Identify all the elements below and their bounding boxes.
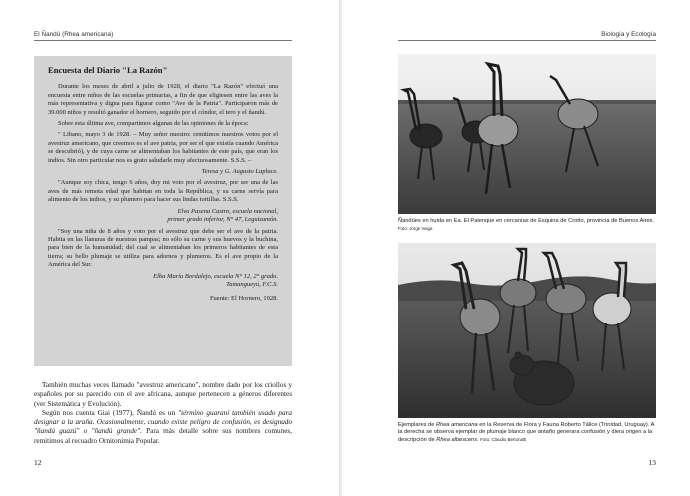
caption-1-credit: Foto: Jorge Veiga — [398, 226, 433, 232]
caption-2-species: Rhea americana — [435, 422, 478, 428]
box-title: Encuesta del Diario "La Razón" — [48, 65, 168, 75]
body-paragraph-1: También muchas veces llamado "avestruz americano", nombre dado por los criollos y españoles por su parecido con el ave africana, aunque pertenecen a géneros diferentes (ver Sistemática y Evolución). — [34, 381, 292, 408]
box-signature-1: Teresa y G. Augusto Laplace. — [201, 168, 278, 176]
body-paragraph-2-start: Según nos cuenta Giai (1977), Ñandú es un — [42, 408, 179, 417]
box-letter-1: " Libano, mayo 3 de 1928. – Muy señor nuestro: remitimos nuestros votos por el avestruz americano, que creemos es el ave patria, por ser el que existía cuando América se descubrió), y de cuya carne se alimentaban los habitantes de este país, que eran los indios. Sin otro particular nos es grato saludarle muy afectuosamente. S.S.S. – — [48, 131, 278, 164]
caption-photo-1 — [398, 218, 656, 233]
box-lead: Sobre esta última ave, compartimos algunas de las opiniones de la época: — [58, 120, 249, 128]
body-text — [34, 381, 292, 446]
caption-2-c: . — [477, 437, 479, 444]
box-source: Fuente: El Hornero, 1928. — [209, 295, 278, 303]
caption-2-a: Ejemplares de — [398, 422, 436, 428]
photo-rheas-running — [398, 54, 656, 214]
caption-photo-2 — [398, 422, 656, 445]
box-signature-3a: Elba María Bordalejo, escuela N° 12, 2° grado. — [153, 272, 278, 280]
caption-2-credit: Foto: Claudio Bertonatti — [480, 437, 527, 443]
page-number-right: 13 — [648, 458, 656, 467]
left-page — [0, 0, 340, 496]
caption-2-b: en la Reserva de Flora y Fauna Roberto Tálice (Trinidad, Uruguay). A la derecha se observa ejemplar de plumaje blanco que antaño generara confusión y diera origen a la descripción de — [398, 422, 655, 444]
running-head-left: El Ñandú (Rhea americana) — [34, 31, 114, 38]
caption-1-text: Ñandúes en huida en Ea. El Palenque en cercanías de Esquina de Crotto, provincia de Buenos Aires. — [398, 218, 655, 224]
sidebar-box-survey — [34, 56, 292, 366]
header-rule-left — [34, 40, 292, 41]
box-intro: Durante los meses de abril a julio de 1928, el diario "La Razón" efectuó una encuesta entre niños de las escuelas primarias, a fin de que eligiesen entre las aves la más representativa y digna para figurar como "Ave de la Patria". Participaron más de 39.000 niños y resultó ganador el hornero, seguido por el cóndor, el tero y el ñandú. — [48, 83, 278, 116]
caption-2-species-2: Rhea albescens — [436, 437, 478, 444]
box-signature-2a: Elva Pasena Castro, escuela nacional, — [177, 207, 278, 215]
body-paragraph-2-quote: "término guaraní también usado para designar a la araña. Ocasionalmente, cuando existe peligro de confusión, es designado "ñandú guazú" o "ñandú grande". — [34, 408, 292, 436]
page-number-left: 12 — [34, 458, 42, 467]
box-letter-3: "Soy una niña de 8 años y voto por el avestruz que debe ser el ave de la patria. Habita en las llanuras de nuestras pampas; no sólo su carne y sus huevos y la buchina, para bien de la humanidad; del cual se alimentaban los primeros habitantes de esta tierra; su bello plumaje se utiliza para adornos y plumeros. Es el ave propio de la América del Sur. — [48, 227, 278, 269]
body-paragraph-2-end: Para más detalle sobre sus nombres comunes, remitimos al recuadro Ornitonimia Popular. — [34, 427, 293, 445]
photo-rheas-with-capybara — [398, 243, 656, 418]
box-signature-2b: primer grado inferior, N° 47, Leguizamón. — [167, 216, 278, 224]
box-letter-2: "Aunque soy chica, tengo 6 años, doy mi voto por el avestruz, por ser una de las aves de más remota edad que habitan en toda la República, y su carne servía para alimento de los indios, y su plumero para hacer sus lindas tortillas. S.S.S. — [48, 179, 278, 204]
right-page — [342, 0, 690, 496]
box-signature-3b: Tamangueyú, F.C.S. — [226, 280, 278, 288]
body-paragraph-2 — [34, 409, 292, 446]
running-head-right: Biología y Ecología — [601, 31, 656, 38]
header-rule-right — [398, 40, 656, 41]
